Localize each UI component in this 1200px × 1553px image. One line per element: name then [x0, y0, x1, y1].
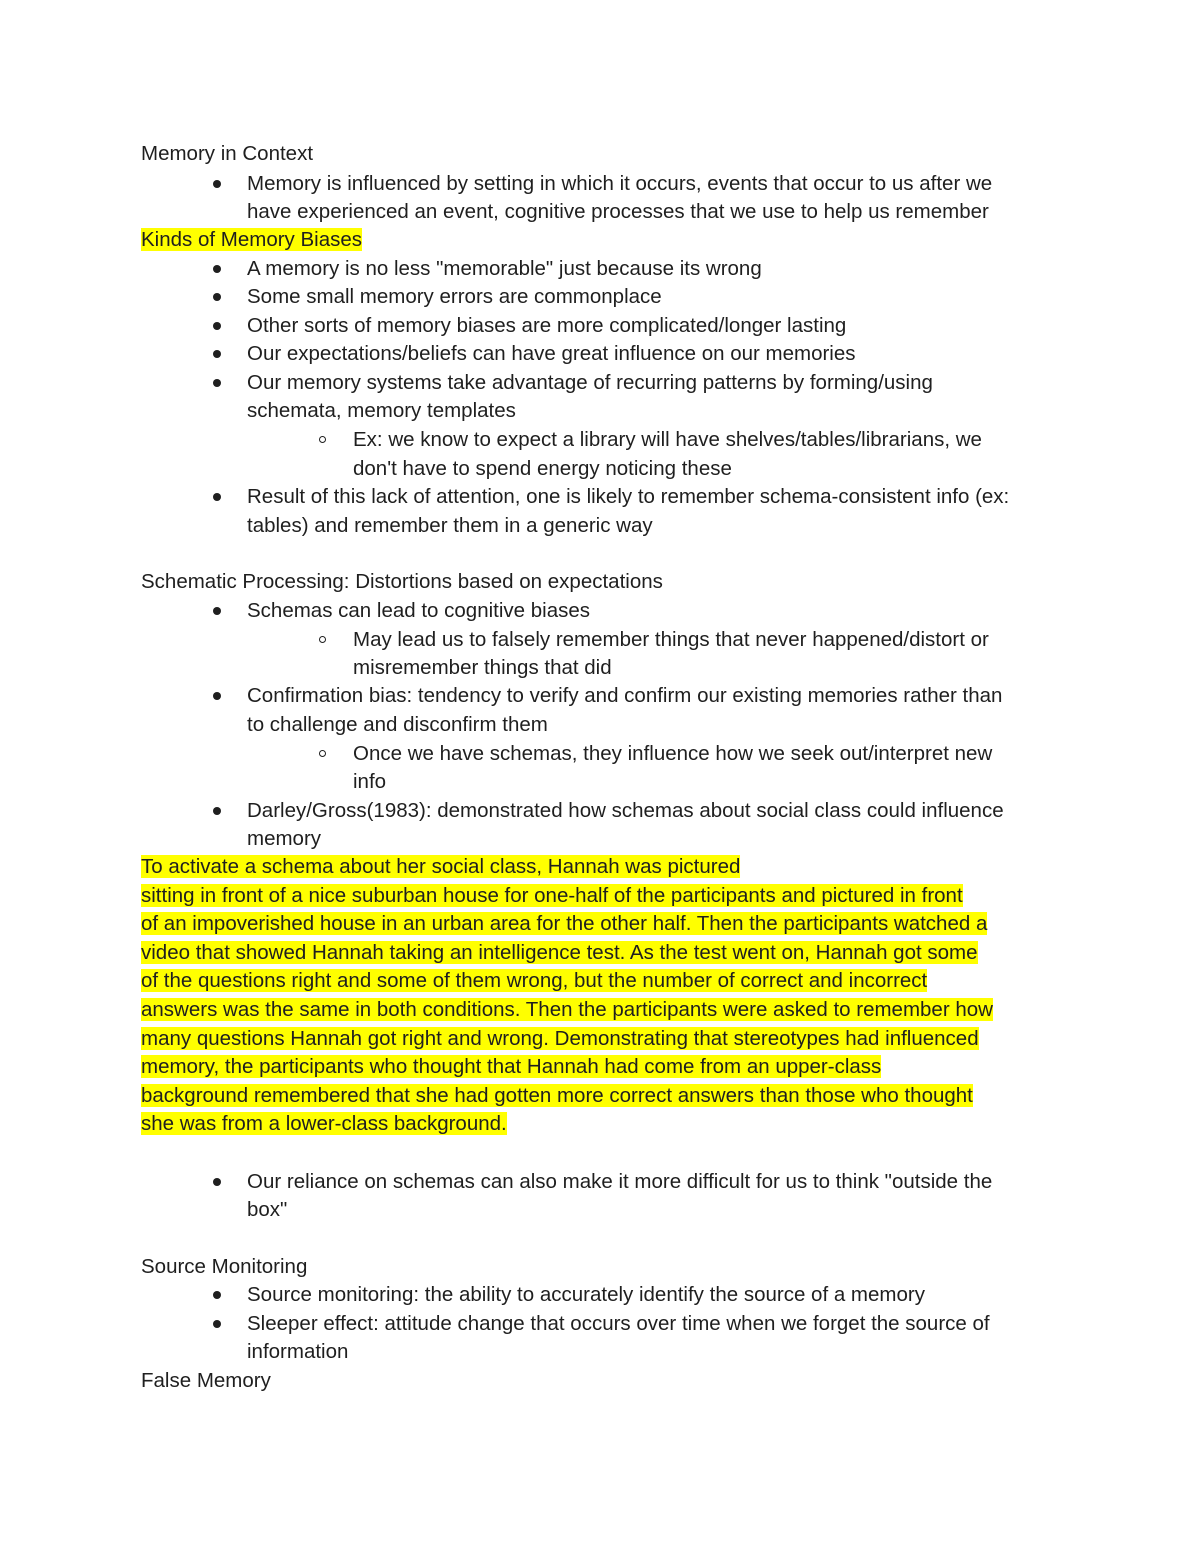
bullet-icon [213, 293, 221, 301]
list-item-continuation: tables) and remember them in a generic way [247, 514, 653, 537]
list-item-continuation: to challenge and disconfirm them [247, 713, 548, 736]
highlighted-text: memory, the participants who thought that Hannah had come from an upper-class [141, 1055, 882, 1078]
highlighted-paragraph-line [141, 910, 987, 938]
sub-list-item-continuation: don't have to spend energy noticing these [353, 457, 732, 480]
list-item: Source monitoring: the ability to accurately identify the source of a memory [247, 1283, 925, 1306]
highlighted-text: background remembered that she had gotten more correct answers than those who thought [141, 1084, 973, 1107]
sub-list-item: May lead us to falsely remember things that never happened/distort or [353, 628, 989, 651]
list-item: Other sorts of memory biases are more complicated/longer lasting [247, 314, 847, 337]
highlighted-paragraph-line [141, 1110, 507, 1138]
highlighted-text: sitting in front of a nice suburban house for one-half of the participants and pictured in front [141, 884, 963, 907]
highlighted-text: many questions Hannah got right and wrong. Demonstrating that stereotypes had influenced [141, 1027, 979, 1050]
list-item-continuation: have experienced an event, cognitive processes that we use to help us remember [247, 200, 989, 223]
highlighted-text: of the questions right and some of them wrong, but the number of correct and incorrect [141, 969, 928, 992]
bullet-icon [213, 180, 221, 188]
sub-list-item-continuation: info [353, 770, 387, 793]
bullet-icon [213, 607, 221, 615]
sub-list-item: Once we have schemas, they influence how we seek out/interpret new [353, 742, 993, 765]
sub-list-item: Ex: we know to expect a library will have shelves/tables/librarians, we [353, 428, 982, 451]
highlighted-paragraph-line [141, 967, 927, 995]
list-item: Sleeper effect: attitude change that occurs over time when we forget the source of [247, 1312, 990, 1335]
list-item-continuation: schemata, memory templates [247, 399, 516, 422]
highlighted-text: Kinds of Memory Biases [141, 228, 363, 251]
bullet-icon [213, 1320, 221, 1328]
bullet-icon [213, 692, 221, 700]
heading-schematic-processing: Schematic Processing: Distortions based on expectations [141, 570, 663, 593]
highlighted-text: answers was the same in both conditions. Then the participants were asked to remember how [141, 998, 993, 1021]
list-item: Darley/Gross(1983): demonstrated how schemas about social class could influence [247, 799, 1004, 822]
list-item: Memory is influenced by setting in which it occurs, events that occur to us after we [247, 172, 993, 195]
highlighted-paragraph-line [141, 882, 963, 910]
list-item: Confirmation bias: tendency to verify and confirm our existing memories rather than [247, 684, 1003, 707]
bullet-icon [213, 807, 221, 815]
sub-list-item-continuation: misremember things that did [353, 656, 612, 679]
list-item: A memory is no less "memorable" just because its wrong [247, 257, 762, 280]
highlighted-paragraph-line [141, 1053, 881, 1081]
list-item-continuation: information [247, 1340, 349, 1363]
list-item: Some small memory errors are commonplace [247, 285, 662, 308]
list-item: Our memory systems take advantage of recurring patterns by forming/using [247, 371, 933, 394]
bullet-icon [213, 379, 221, 387]
list-item: Our expectations/beliefs can have great influence on our memories [247, 342, 856, 365]
bullet-icon [213, 322, 221, 330]
bullet-icon [213, 1291, 221, 1299]
highlighted-paragraph-line [141, 853, 740, 881]
highlighted-text: video that showed Hannah taking an intelligence test. As the test went on, Hannah got some [141, 941, 978, 964]
highlighted-paragraph-line [141, 1082, 973, 1110]
highlighted-text: To activate a schema about her social class, Hannah was pictured [141, 855, 741, 878]
highlighted-paragraph-line [141, 1025, 979, 1053]
bullet-icon [213, 1178, 221, 1186]
list-item-continuation: box" [247, 1198, 288, 1221]
bullet-icon [213, 493, 221, 501]
heading-kinds-of-memory-biases [141, 226, 362, 254]
list-item: Our reliance on schemas can also make it more difficult for us to think "outside the [247, 1170, 993, 1193]
sub-bullet-icon [319, 750, 326, 757]
bullet-icon [213, 265, 221, 273]
list-item: Schemas can lead to cognitive biases [247, 599, 591, 622]
bullet-icon [213, 350, 221, 358]
highlighted-text: of an impoverished house in an urban area for the other half. Then the participants watched a [141, 912, 988, 935]
highlighted-paragraph-line [141, 996, 993, 1024]
list-item-continuation: memory [247, 827, 322, 850]
highlighted-paragraph-line [141, 939, 978, 967]
heading-source-monitoring: Source Monitoring [141, 1255, 308, 1278]
heading-false-memory: False Memory [141, 1369, 271, 1392]
list-item: Result of this lack of attention, one is likely to remember schema-consistent info (ex: [247, 485, 1010, 508]
sub-bullet-icon [319, 636, 326, 643]
heading-memory-in-context: Memory in Context [141, 142, 314, 165]
sub-bullet-icon [319, 436, 326, 443]
highlighted-text: she was from a lower-class background. [141, 1112, 507, 1135]
